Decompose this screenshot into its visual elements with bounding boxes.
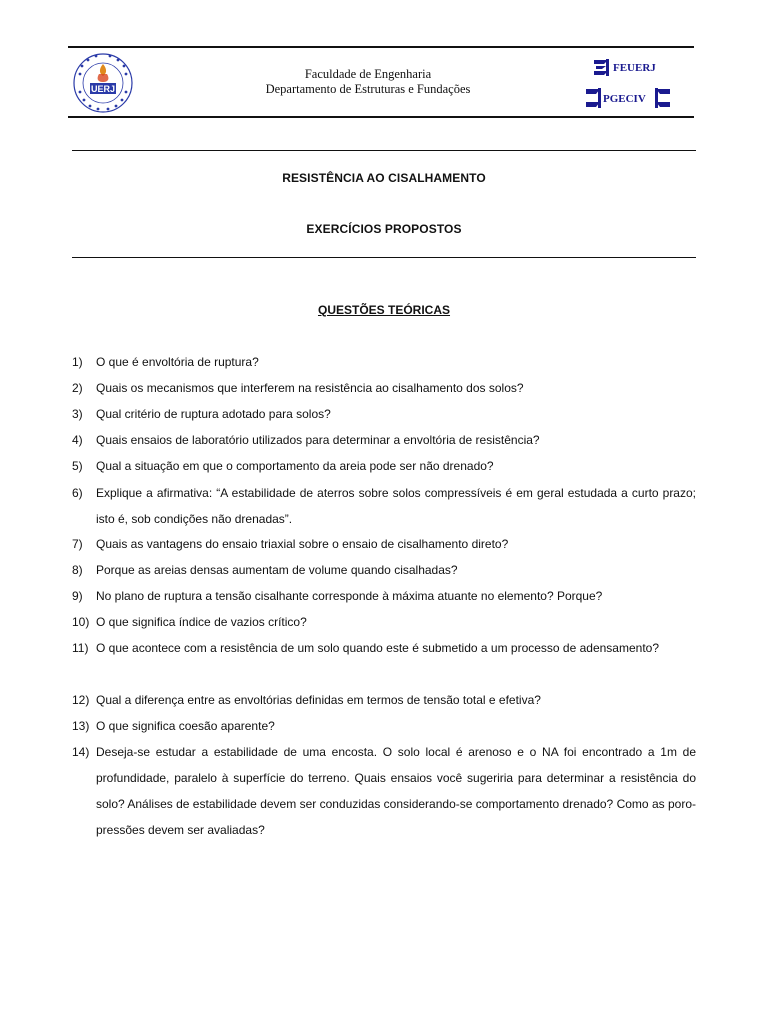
letterhead <box>68 46 694 118</box>
question-number: 10) <box>72 615 90 629</box>
question-number: 12) <box>72 693 90 707</box>
question-text: No plano de ruptura a tensão cisalhante corresponde à máxima atuante no elemento? Porque? <box>96 589 603 603</box>
feuerj-label: FEUERJ <box>613 62 656 74</box>
question-text: O que significa índice de vazios crítico? <box>96 615 307 629</box>
question-number: 2) <box>72 381 83 395</box>
question-number: 5) <box>72 459 83 473</box>
section-heading <box>72 303 696 317</box>
question-number: 11) <box>72 641 89 655</box>
question-text: Qual a situação em que o comportamento da areia pode ser não drenado? <box>96 459 494 473</box>
question-text: O que acontece com a resistência de um solo quando este é submetido a um processo de adensamento? <box>96 641 660 655</box>
document-subtitle: EXERCÍCIOS PROPOSTOS <box>306 222 462 236</box>
pgeciv-logo-icon <box>586 86 670 110</box>
section-heading-text: QUESTÕES TEÓRICAS <box>317 303 451 317</box>
question-text: O que significa coesão aparente? <box>96 719 275 733</box>
title-bottom-rule <box>72 257 696 258</box>
question-number: 1) <box>72 355 83 369</box>
question-number: 6) <box>72 486 83 500</box>
pgeciv-label: PGECIV <box>603 93 646 105</box>
uerj-seal-icon <box>72 52 134 114</box>
question-text: Quais as vantagens do ensaio triaxial sobre o ensaio de cisalhamento direto? <box>96 537 509 551</box>
question-text: Quais ensaios de laboratório utilizados para determinar a envoltória de resistência? <box>96 433 540 447</box>
document-title: RESISTÊNCIA AO CISALHAMENTO <box>282 171 486 185</box>
question-text: Deseja-se estudar a estabilidade de uma encosta. O solo local é arenoso e o NA foi encontrado a 1m de profundidade, paralelo à superfície do terreno. Quais ensaios você sugeriria para determinar a resistência do solo? Análises de estabilidade devem ser conduzidas considerando-se comportamento drenado? Como as poro-pressões devem ser avaliadas? <box>96 745 696 837</box>
question-number: 9) <box>72 589 83 603</box>
question-number: 3) <box>72 407 83 421</box>
question-text: O que é envoltória de ruptura? <box>96 355 259 369</box>
question-number: 14) <box>72 745 90 759</box>
seal-label: UERJ <box>90 84 116 94</box>
question-number: 8) <box>72 563 83 577</box>
feuerj-logo-icon <box>592 57 682 77</box>
question-number: 13) <box>72 719 90 733</box>
question-text: Explique a afirmativa: “A estabilidade de aterros sobre solos compressíveis é em geral estudada a curto prazo; isto é, sob condições não drenadas”. <box>96 486 696 526</box>
department-name: Departamento de Estruturas e Fundações <box>265 82 471 96</box>
question-number: 4) <box>72 433 83 447</box>
question-text: Qual a diferença entre as envoltórias definidas em termos de tensão total e efetiva? <box>96 693 541 707</box>
question-text: Porque as areias densas aumentam de volume quando cisalhadas? <box>96 563 458 577</box>
question-text: Qual critério de ruptura adotado para solos? <box>96 407 331 421</box>
faculty-name: Faculdade de Engenharia <box>304 67 432 81</box>
title-top-rule <box>72 150 696 151</box>
question-number: 7) <box>72 537 83 551</box>
question-text: Quais os mecanismos que interferem na resistência ao cisalhamento dos solos? <box>96 381 524 395</box>
